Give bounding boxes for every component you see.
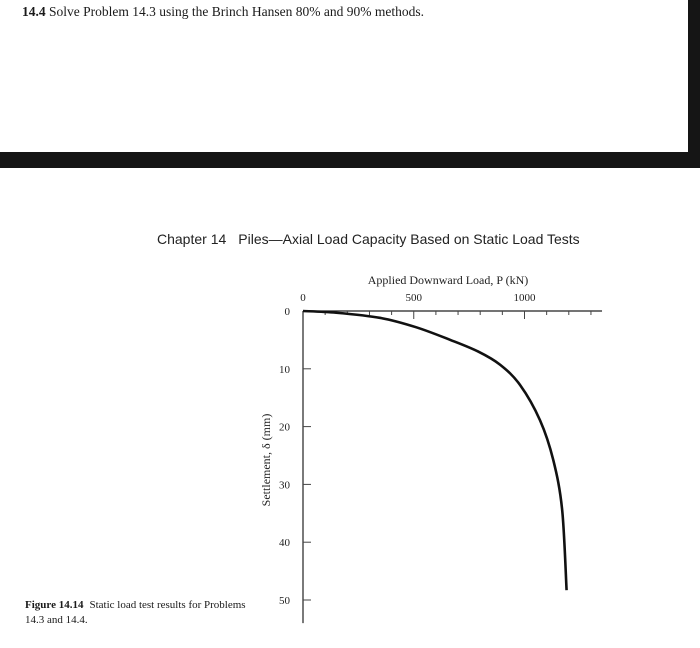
load-settlement-chart — [240, 260, 620, 640]
chapter-title: Piles—Axial Load Capacity Based on Static Load Tests — [238, 231, 580, 247]
x-tick-label: 500 — [405, 292, 422, 304]
figure-caption-text: Static load test results for Problems 14.3 and 14.4. — [25, 599, 246, 626]
chapter-header — [157, 231, 592, 247]
screen-edge — [688, 0, 700, 152]
problem-text: Solve Problem 14.3 using the Brinch Hansen 80% and 90% methods. — [49, 4, 424, 19]
y-tick-label: 20 — [279, 421, 290, 434]
figure-label: Figure 14.14 — [25, 599, 84, 611]
y-tick-label: 30 — [279, 479, 290, 492]
y-tick-label: 10 — [279, 363, 290, 376]
problem-statement — [22, 4, 424, 20]
x-tick-label: 1000 — [513, 292, 536, 304]
page-divider — [0, 152, 700, 168]
y-tick-label: 40 — [279, 537, 290, 550]
y-axis-label: Settlement, δ (mm) — [259, 413, 273, 507]
x-tick-label: 0 — [300, 292, 306, 304]
problem-number: 14.4 — [22, 4, 46, 19]
x-axis-label: Applied Downward Load, P (kN) — [367, 273, 529, 287]
load-settlement-curve — [303, 311, 567, 590]
figure-caption — [25, 598, 255, 628]
y-tick-label: 50 — [279, 595, 290, 607]
chapter-number: Chapter 14 — [157, 231, 227, 247]
y-tick-label: 0 — [284, 306, 290, 318]
